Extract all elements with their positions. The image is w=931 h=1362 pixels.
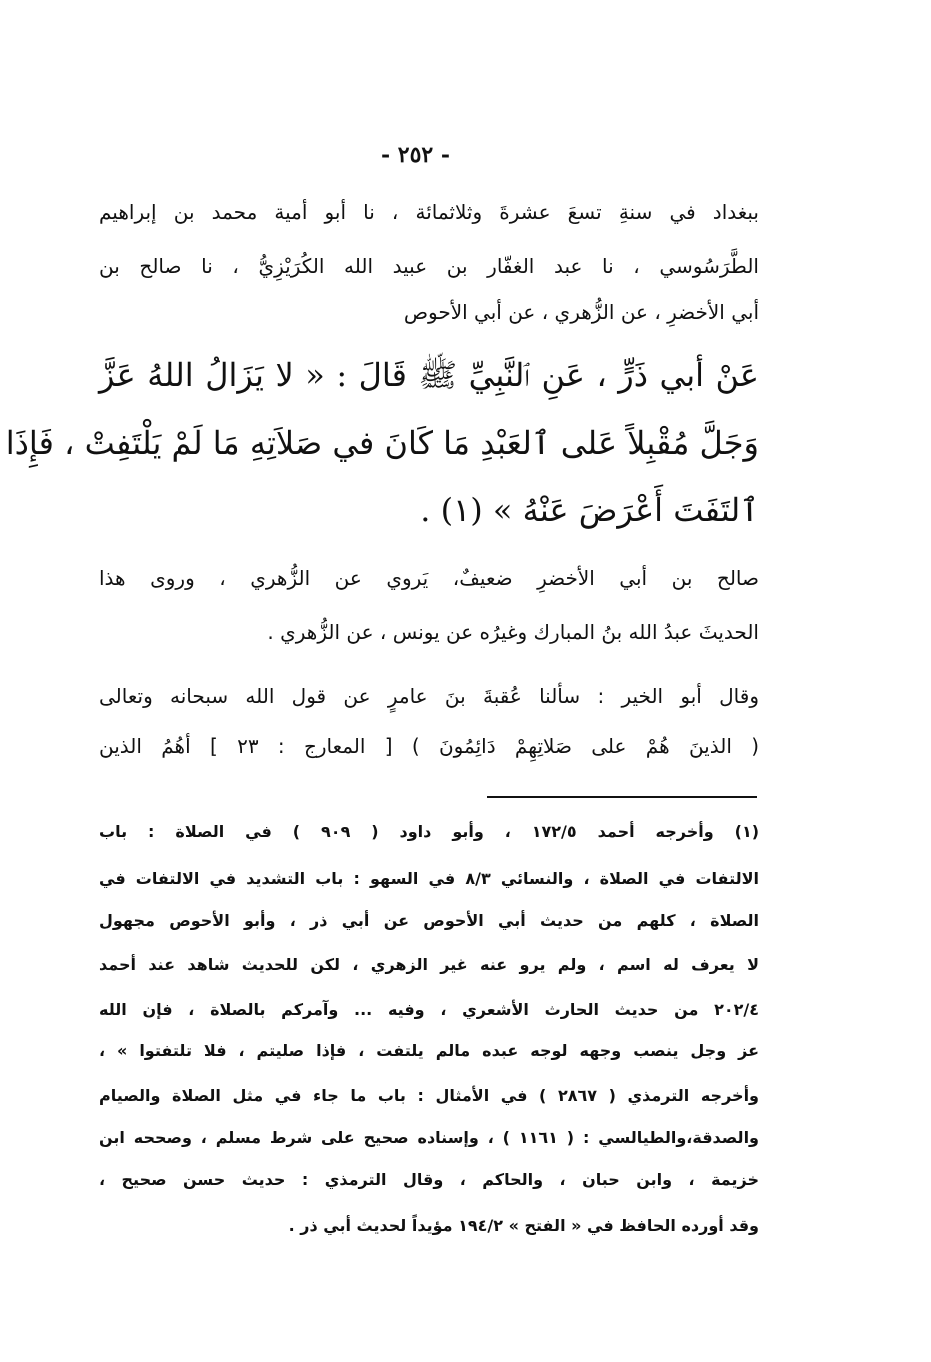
- hadith-line: وَجَلَّ مُقْبِلاً عَلى ٱلعَبْدِ مَا كَانَ في صَلاَتِهِ مَا لَمْ يَلْتَفِتْ ، فَإِذَا: [5, 424, 759, 462]
- footnote-line: وأخرجه الترمذي ( ٢٨٦٧ ) في الأمثال : باب ما جاء في مثل الصلاة والصيام: [99, 1086, 759, 1105]
- hadith-line: عَنْ أبي ذَرٍّ ، عَنِ ٱلنَّبِيِّ ﷺ قَالَ : « لا يَزَالُ اللهُ عَزَّ: [99, 356, 759, 394]
- footnote-line: خزيمة ، وابن حبان ، والحاكم ، وقال الترمذي : حديث حسن صحيح ،: [99, 1170, 759, 1189]
- hadith-line: ٱلتَفَتَ أَعْرَضَ عَنْهُ » (١) .: [420, 491, 759, 529]
- commentary-line: صالح بن أبي الأخضرِ ضعيفٌ، يَروي عن الزُّهري ، وروى هذا: [99, 566, 759, 590]
- commentary-line: وقال أبو الخير : سألنا عُقبةَ بنَ عامرٍ عن قول الله سبحانه وتعالى: [99, 684, 759, 708]
- commentary-line: الحديثَ عبدُ الله بنُ المبارك وغيرُه عن يونس ، عن الزُّهري .: [267, 620, 759, 644]
- footnote-separator: [487, 796, 757, 798]
- commentary-line: ( الذينَ هُمْ على صَلاتِهِمْ دَائِمُونَ ) [ المعارج : ٢٣ ] أهُمُ الذين: [99, 734, 759, 758]
- footnote-line: عز وجل ينصب وجهه لوجه عبده مالم يلتفت ، فإذا صليتم ، فلا تلتفتوا » ،: [99, 1041, 759, 1060]
- footnote-line: الصلاة ، كلهم من حديث أبي الأحوص عن أبي ذر ، وأبو الأحوص مجهول: [99, 911, 759, 930]
- isnad-line: أبي الأخضرِ ، عن الزُّهري ، عن أبي الأحوص: [403, 300, 759, 324]
- page-number: - ٢٥٢ -: [380, 142, 451, 168]
- footnote-line: ٢٠٢/٤ من حديث الحارث الأشعري ، وفيه ... وآمركم بالصلاة ، فإن الله: [99, 1000, 759, 1019]
- footnote-line: لا يعرف له اسم ، ولم يرو عنه غير الزهري ، لكن للحديث شاهد عند أحمد: [99, 955, 759, 974]
- isnad-line: ببغداد في سنةِ تسعَ عشرةَ وثلاثمائة ، نا أبو أمية محمد بن إبراهيم: [99, 200, 759, 224]
- footnote-line: (١) وأخرجه أحمد ١٧٢/٥ ، وأبو داود ( ٩٠٩ ) في الصلاة : باب: [99, 822, 760, 841]
- footnote-line: الالتفات في الصلاة ، والنسائي ٨/٣ في السهو : باب التشديد في الالتفات في: [99, 869, 760, 888]
- isnad-line: الطَّرَسُوسي ، نا عبد الغفّار بن عبيد الله الكُرَيْزِيُّ ، نا صالح بن: [99, 254, 759, 278]
- footnote-line: وقد أورده الحافظ في « الفتح » ١٩٤/٢ مؤيداً لحديث أبي ذر .: [288, 1216, 759, 1235]
- footnote-line: والصدقة،والطيالسي : ( ١١٦١ ) ، وإسناده صحيح على شرط مسلم ، وصححه ابن: [99, 1128, 759, 1147]
